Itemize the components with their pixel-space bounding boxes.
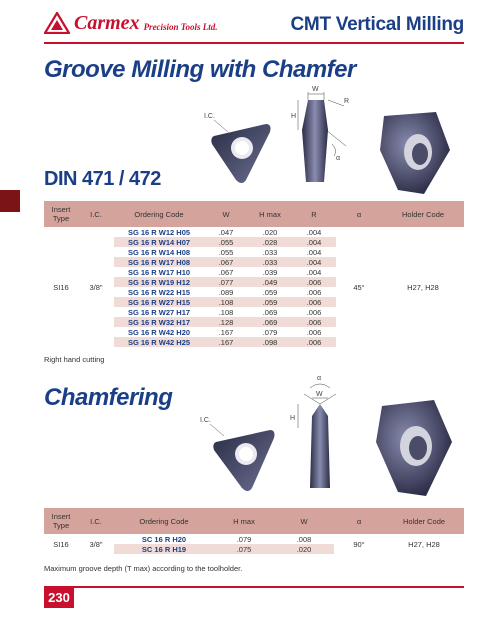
table-header-row [44,508,464,534]
ic-cell: 3/8" [89,539,103,549]
h-max-cell: .033 [262,247,278,257]
ordering-code-cell: SG 16 R W14 H08 [127,247,191,257]
r-label-1: R [344,98,350,105]
r-cell: .006 [292,337,336,347]
col-header-ic: I.C. [78,201,114,227]
h-max-cell: .039 [262,267,278,277]
ic-label-2: I.C. [200,417,211,424]
col-header-holder-code: Holder Code [384,508,464,534]
w-cell: .077 [204,277,248,287]
chamfer-profile-image [290,374,350,498]
h-max-cell: .059 [248,297,292,307]
h-max-cell: .079 [262,327,278,337]
chamfering-table-body [44,534,464,554]
w-label-2: W [316,391,323,398]
insert-type-cell: SI16 [53,282,69,292]
w-cell: .067 [218,267,234,277]
w-cell: .167 [218,327,234,337]
brand-logo [44,10,217,36]
col-header-w: W [204,201,248,227]
w-cell: .128 [204,317,248,327]
col-header-h-max: H max [214,508,274,534]
h-max-cell: .069 [262,307,278,317]
note-right-hand: Right hand cutting [44,355,105,364]
h-max-cell: .059 [262,287,278,297]
table-row [44,534,464,544]
ordering-code-cell: SG 16 R W42 H25 [114,337,204,347]
section-subtitle-din: DIN 471 / 472 [44,168,161,190]
ic-leader-2 [200,414,230,444]
groove-milling-table [44,201,464,347]
r-cell: .006 [306,307,322,317]
ordering-code-cell: SG 16 R W32 H17 [114,317,204,327]
h-max-cell: .033 [248,257,292,267]
h-label-2: H [290,415,296,422]
w-label-1: W [312,86,319,93]
col-header-insert-type: Insert Type [44,508,78,534]
r-cell: .004 [306,247,322,257]
brand-sub: Precision Tools Ltd. [143,22,218,32]
ordering-code-cell: SC 16 R H19 [114,544,214,554]
ordering-code-cell: SG 16 R W27 H15 [114,297,204,307]
holder-code-cell: H27, H28 [407,282,439,292]
table-header-row [44,201,464,227]
r-cell: .006 [306,327,322,337]
holder-code-cell: H27, H28 [408,539,440,549]
ordering-code-cell: SG 16 R W14 H07 [114,237,204,247]
col-header-h-max: H max [248,201,292,227]
alpha-cell: 90° [353,539,365,549]
ic-leader-1 [204,110,234,140]
page-header-title: CMT Vertical Milling [290,14,464,35]
col-header-insert-type: Insert Type [44,201,78,227]
alpha-label-1: α [336,155,341,162]
ic-cell: 3/8" [89,282,103,292]
h-max-cell: .020 [262,227,278,237]
r-cell: .004 [306,267,322,277]
brand-name: Carmex [74,11,140,34]
r-cell: .006 [292,297,336,307]
alpha-cell: 45° [353,282,365,292]
r-cell: .004 [292,257,336,267]
h-max-cell: .079 [236,534,252,544]
ordering-code-cell: SG 16 R W17 H08 [114,257,204,267]
ordering-code-cell: SG 16 R W12 H05 [127,227,191,237]
h-max-cell: .049 [248,277,292,287]
chamfer-insert-3d-image [372,398,456,498]
col-header-ordering-code: Ordering Code [114,508,214,534]
alpha-label-2: α [317,375,322,382]
w-cell: .047 [218,227,234,237]
col-header-alpha: α [334,508,384,534]
table-row [44,227,464,237]
r-cell: .004 [292,237,336,247]
col-header-w: W [274,508,334,534]
r-cell: .006 [292,277,336,287]
w-cell: .108 [218,307,234,317]
w-cell: .055 [204,237,248,247]
h-label-1: H [291,113,297,120]
page-number: 230 [44,586,74,608]
header-divider [44,42,464,44]
groove-profile-image [288,86,358,196]
groove-insert-3d-image [376,110,454,196]
note-max-groove-depth: Maximum groove depth (T max) according to the toolholder. [44,564,243,573]
h-max-cell: .069 [248,317,292,327]
ordering-code-cell: SG 16 R W27 H17 [127,307,191,317]
col-header-holder-code: Holder Code [382,201,464,227]
section-title-groove-milling: Groove Milling with Chamfer [44,56,356,83]
ic-label-1: I.C. [204,113,215,120]
ordering-code-cell: SG 16 R W19 H12 [114,277,204,287]
ordering-code-cell: SG 16 R W17 H10 [127,267,191,277]
col-header-ic: I.C. [78,508,114,534]
r-cell: .004 [306,227,322,237]
w-cell: .020 [274,544,334,554]
w-cell: .008 [296,534,312,544]
w-cell: .167 [204,337,248,347]
chamfering-table [44,508,464,554]
r-cell: .006 [292,317,336,327]
h-max-cell: .098 [248,337,292,347]
side-tab-marker [0,190,20,212]
w-cell: .055 [218,247,234,257]
ordering-code-cell: SC 16 R H20 [141,534,187,544]
carmex-logo-icon [44,12,70,34]
col-header-alpha: α [336,201,382,227]
w-cell: .089 [218,287,234,297]
col-header-r: R [292,201,336,227]
section-title-chamfering: Chamfering [44,384,173,411]
ordering-code-cell: SG 16 R W22 H15 [127,287,191,297]
r-cell: .006 [306,287,322,297]
h-max-cell: .028 [248,237,292,247]
w-cell: .108 [204,297,248,307]
col-header-ordering-code: Ordering Code [114,201,204,227]
groove-milling-table-body [44,227,464,347]
w-cell: .067 [204,257,248,267]
h-max-cell: .075 [214,544,274,554]
insert-type-cell: SI16 [53,539,69,549]
ordering-code-cell: SG 16 R W42 H20 [127,327,191,337]
footer-divider [44,586,464,588]
